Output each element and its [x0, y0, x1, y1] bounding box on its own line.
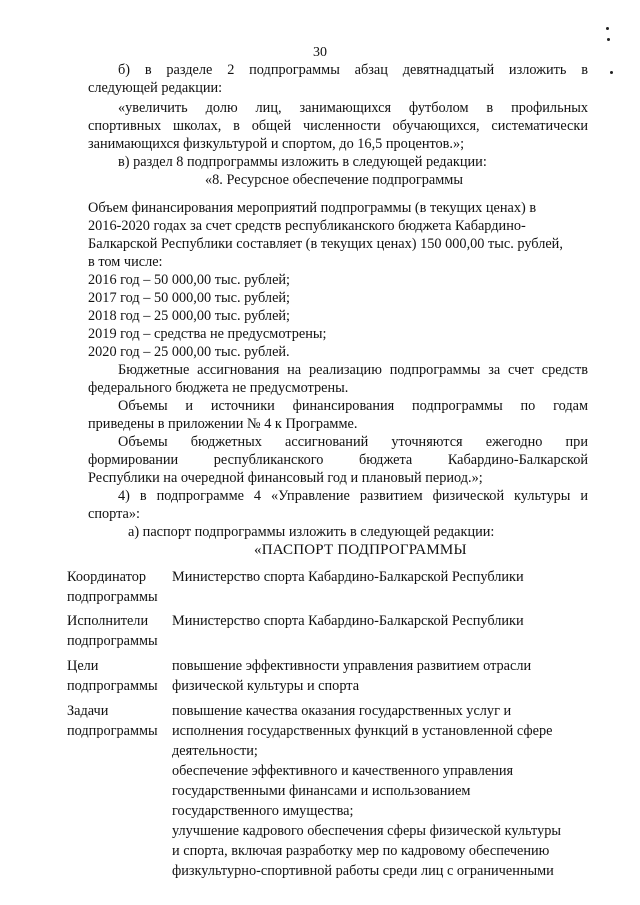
scan-mark: [610, 71, 613, 74]
text-line: б) в разделе 2 подпрограммы абзац девятнадцатый изложить в: [118, 62, 588, 78]
text-line: Бюджетные ассигнования на реализацию подпрограммы за счет средств: [118, 362, 588, 378]
text-line: в) раздел 8 подпрограммы изложить в следующей редакции:: [118, 154, 487, 170]
passport-label-executors: Исполнители подпрограммы: [67, 613, 158, 649]
passport-label-goals: Цели подпрограммы: [67, 658, 158, 694]
text-line: приведены в приложении № 4 к Программе.: [88, 416, 358, 432]
text-line: спорта»:: [88, 506, 140, 522]
year-line: 2016 год – 50 000,00 тыс. рублей;: [88, 272, 291, 288]
year-line: 2020 год – 25 000,00 тыс. рублей.: [88, 344, 290, 360]
text-line: «увеличить долю лиц, занимающихся футболом в профильных: [118, 100, 588, 116]
page-number: 30: [313, 45, 327, 60]
text-line: следующей редакции:: [88, 80, 223, 96]
text-line: Объемы бюджетных ассигнований уточняются ежегодно при: [118, 434, 588, 450]
text-line: Объем финансирования мероприятий подпрограммы (в текущих ценах) в: [88, 200, 537, 216]
scan-mark: [606, 27, 609, 30]
scan-mark: [607, 38, 610, 41]
text-line: 4) в подпрограмме 4 «Управление развитием физической культуры и: [118, 488, 588, 504]
passport-value-executors: Министерство спорта Кабардино-Балкарской Республики: [172, 613, 524, 629]
passport-label-coordinator: Координатор подпрограммы: [67, 569, 158, 605]
text-line: формировании республиканского бюджета Кабардино-Балкарской: [88, 452, 588, 468]
text-line: занимающихся физкультурой и спортом, до 16,5 процентов.»;: [88, 136, 465, 152]
text-line: 2016-2020 годах за счет средств республиканского бюджета Кабардино-: [88, 218, 526, 234]
year-line: 2018 год – 25 000,00 тыс. рублей;: [88, 308, 291, 324]
passport-value-tasks: повышение качества оказания государственных услуг и исполнения государственных функций в установленной сфере деятельности; обеспечение эффективного и качественного управления государственными финансами и использованием государственного имущества; улучшение кадрового обеспечения сферы физической культуры и спорта, включая разработку мер по кадровому обеспечению физкультурно-спортивной работы среди лиц с ограниченными: [172, 703, 561, 879]
text-line: Балкарской Республики составляет (в текущих ценах) 150 000,00 тыс. рублей,: [88, 236, 563, 252]
passport-label-tasks: Задачи подпрограммы: [67, 703, 158, 739]
passport-value-goals: повышение эффективности управления развитием отрасли физической культуры и спорта: [172, 658, 532, 694]
year-line: 2019 год – средства не предусмотрены;: [88, 326, 327, 342]
text-line: в том числе:: [88, 254, 163, 270]
passport-heading: «ПАСПОРТ ПОДПРОГРАММЫ: [254, 542, 467, 558]
text-line: федерального бюджета не предусмотрены.: [88, 380, 349, 396]
text-line: Объемы и источники финансирования подпрограммы по годам: [118, 398, 588, 414]
passport-value-coordinator: Министерство спорта Кабардино-Балкарской Республики: [172, 569, 524, 585]
year-line: 2017 год – 50 000,00 тыс. рублей;: [88, 290, 291, 306]
text-line: а) паспорт подпрограммы изложить в следующей редакции:: [128, 524, 495, 540]
text-line: спортивных школах, в общей численности обучающихся, систематически: [88, 118, 588, 134]
section-heading: «8. Ресурсное обеспечение подпрограммы: [205, 172, 463, 188]
text-line: Республики на очередной финансовый год и плановый период.»;: [88, 470, 483, 486]
